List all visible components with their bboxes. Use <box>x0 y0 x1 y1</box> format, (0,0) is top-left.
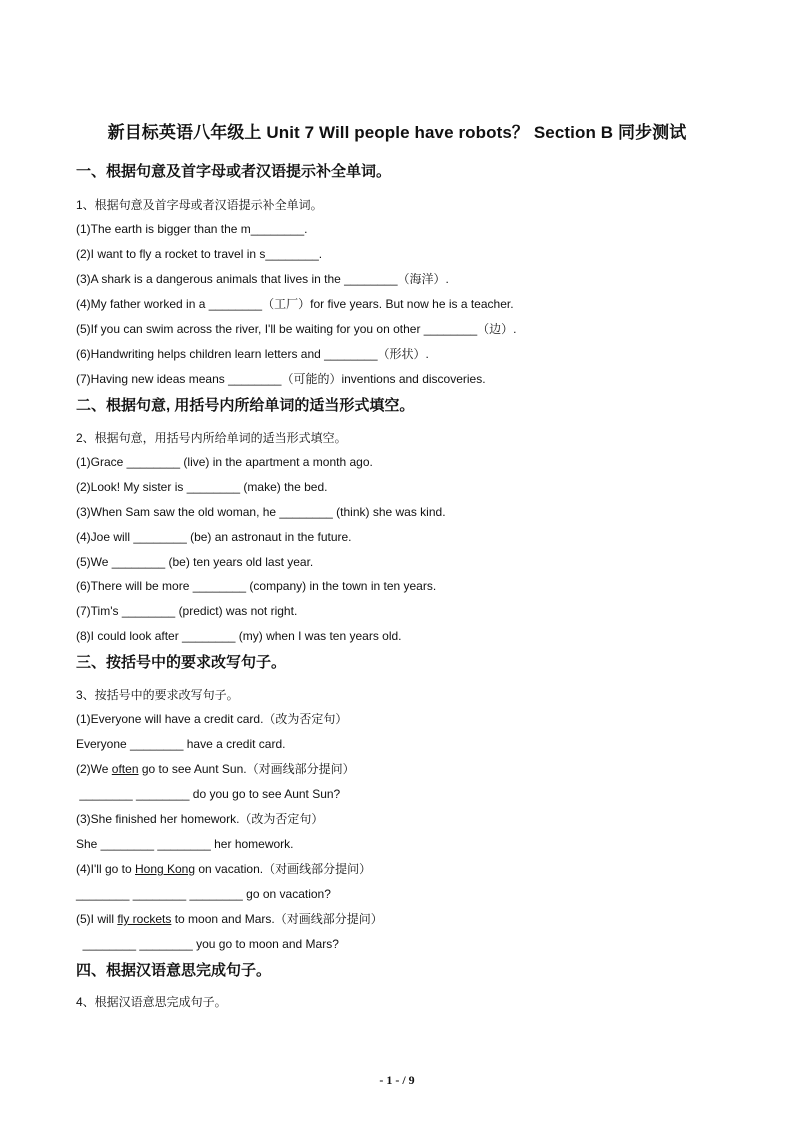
underlined-word: Hong Kong <box>134 862 196 876</box>
section-2-question: (7)Tim's ________ (predict) was not right. <box>76 604 298 618</box>
section-4-instruction: 4、根据汉语意思完成句子。 <box>76 995 227 1009</box>
section-3-answer: ________ ________ ________ go on vacation? <box>76 887 331 901</box>
section-2-question: (2)Look! My sister is ________ (make) the bed. <box>76 480 328 494</box>
question-text: to moon and Mars.（对画线部分提问） <box>171 912 383 926</box>
section-2-heading: 二、根据句意, 用括号内所给单词的适当形式填空。 <box>76 397 415 414</box>
question-text: (2)We <box>76 762 112 776</box>
section-3-instruction: 3、按括号中的要求改写句子。 <box>76 688 239 702</box>
section-1-heading: 一、根据句意及首字母或者汉语提示补全单词。 <box>76 163 392 180</box>
question-text: on vacation.（对画线部分提问） <box>195 862 372 876</box>
underlined-word: often <box>111 762 139 776</box>
section-1-question: (5)If you can swim across the river, I'll be waiting for you on other ________（边）. <box>76 322 517 336</box>
section-3-heading: 三、按括号中的要求改写句子。 <box>76 654 287 671</box>
section-2-question: (3)When Sam saw the old woman, he ________ (think) she was kind. <box>76 505 446 519</box>
section-3-answer: ________ ________ do you go to see Aunt Sun? <box>76 787 341 801</box>
section-2-question: (8)I could look after ________ (my) when I was ten years old. <box>76 629 402 643</box>
section-1-question: (7)Having new ideas means ________（可能的）inventions and discoveries. <box>76 372 486 386</box>
section-1-question: (2)I want to fly a rocket to travel in s________. <box>76 247 323 261</box>
section-1-question: (6)Handwriting helps children learn letters and ________（形状）. <box>76 347 429 361</box>
section-2-question: (6)There will be more ________ (company) in the town in ten years. <box>76 579 437 593</box>
section-2-instruction: 2、根据句意，用括号内所给单词的适当形式填空。 <box>76 431 347 445</box>
section-1-question: (3)A shark is a dangerous animals that lives in the ________（海洋）. <box>76 272 449 286</box>
question-text: go to see Aunt Sun.（对画线部分提问） <box>138 762 355 776</box>
document-title: 新目标英语八年级上 Unit 7 Will people have robots？ Section B 同步测试 <box>107 123 687 142</box>
section-3-question <box>76 761 355 777</box>
section-2-question: (5)We ________ (be) ten years old last year. <box>76 555 314 569</box>
underlined-word: fly rockets <box>117 912 172 926</box>
section-3-answer: ________ ________ you go to moon and Mars? <box>76 937 339 951</box>
section-3-answer: Everyone ________ have a credit card. <box>76 737 286 751</box>
question-text: (4)I'll go to <box>76 862 135 876</box>
page-number: - 1 - / 9 <box>379 1073 415 1087</box>
section-3-question: (3)She finished her homework.（改为否定句） <box>76 812 324 826</box>
section-1-question: (1)The earth is bigger than the m________. <box>76 222 308 236</box>
section-2-question: (1)Grace ________ (live) in the apartment a month ago. <box>76 455 373 469</box>
section-3-question: (1)Everyone will have a credit card.（改为否定句） <box>76 712 348 726</box>
section-3-question <box>76 911 383 927</box>
section-3-question <box>76 861 371 877</box>
section-1-question: (4)My father worked in a ________（工厂）for five years. But now he is a teacher. <box>76 297 514 311</box>
section-2-question: (4)Joe will ________ (be) an astronaut in the future. <box>76 530 352 544</box>
section-1-instruction: 1、根据句意及首字母或者汉语提示补全单词。 <box>76 198 323 212</box>
section-3-answer: She ________ ________ her homework. <box>76 837 294 851</box>
question-text: (5)I will <box>76 912 118 926</box>
section-4-heading: 四、根据汉语意思完成句子。 <box>76 962 272 979</box>
